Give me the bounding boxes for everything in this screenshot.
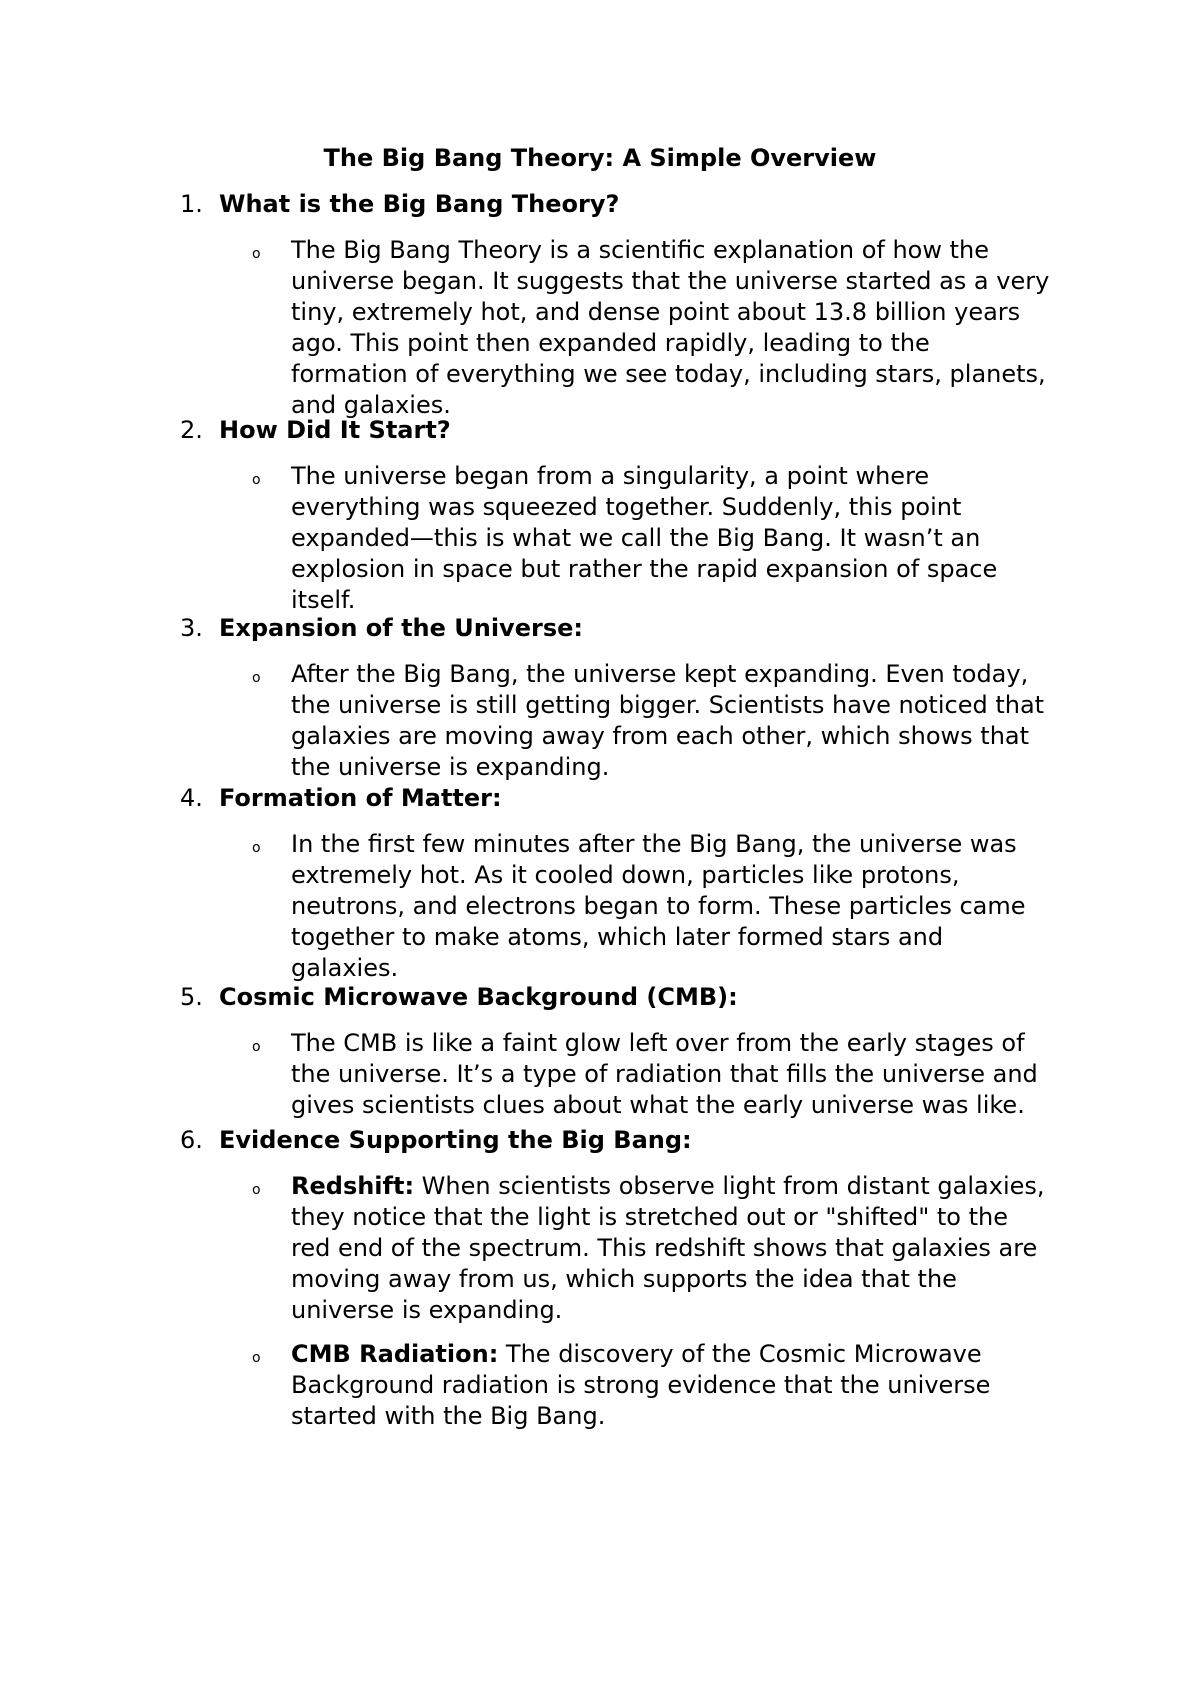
text-line: The universe began from a singularity, a point where — [291, 462, 930, 490]
bullet-marker-icon: o — [252, 246, 261, 262]
bullet-lead-term: Redshift: — [291, 1172, 415, 1200]
bullet-text — [291, 1028, 1081, 1121]
section-heading-text: Evidence Supporting the Big Bang: — [219, 1126, 692, 1154]
text-line — [291, 1339, 1081, 1370]
section-heading — [0, 613, 1200, 644]
section-number: 6. — [180, 1126, 203, 1154]
bullet-marker-icon: o — [252, 1182, 261, 1198]
section-number: 3. — [180, 614, 203, 642]
bullet-item — [0, 461, 1200, 616]
document-title: The Big Bang Theory: A Simple Overview — [323, 144, 877, 172]
section — [0, 1125, 1200, 1432]
section — [0, 613, 1200, 783]
text-line: neutrons, and electrons began to form. These particles came — [291, 892, 1026, 920]
text-line: ago. This point then expanded rapidly, leading to the — [291, 329, 930, 357]
text-line: together to make atoms, which later formed stars and — [291, 923, 944, 951]
bullet-text — [291, 1171, 1081, 1326]
text-line: After the Big Bang, the universe kept expanding. Even today, — [291, 660, 1029, 688]
text-line: moving away from us, which supports the idea that the — [291, 1265, 957, 1293]
bullet-text — [291, 1339, 1081, 1432]
section — [0, 415, 1200, 616]
section-heading-text: Cosmic Microwave Background (CMB): — [219, 983, 738, 1011]
bullet-item — [0, 1028, 1200, 1121]
bullet-text — [291, 659, 1081, 783]
text-line — [291, 1171, 1081, 1202]
text-line: explosion in space but rather the rapid expansion of space — [291, 555, 998, 583]
text-line: the universe. It’s a type of radiation that fills the universe and — [291, 1060, 1038, 1088]
text-line: expanded—this is what we call the Big Bang. It wasn’t an — [291, 524, 981, 552]
text-line: the universe is expanding. — [291, 753, 610, 781]
section-number: 4. — [180, 784, 203, 812]
section-heading — [0, 783, 1200, 814]
text-line: and galaxies. — [291, 391, 451, 419]
bullet-lead-term: CMB Radiation: — [291, 1340, 499, 1368]
bullet-item — [0, 235, 1200, 421]
bullet-line-text: When scientists observe light from distant galaxies, — [414, 1172, 1045, 1200]
section-heading — [0, 1125, 1200, 1156]
text-line: The Big Bang Theory is a scientific explanation of how the — [291, 236, 990, 264]
text-line: everything was squeezed together. Suddenly, this point — [291, 493, 962, 521]
text-line: tiny, extremely hot, and dense point about 13.8 billion years — [291, 298, 1021, 326]
bullet-item — [0, 1339, 1200, 1432]
bullet-item — [0, 829, 1200, 984]
section-heading-text: What is the Big Bang Theory? — [219, 190, 620, 218]
section — [0, 189, 1200, 421]
text-line: red end of the spectrum. This redshift shows that galaxies are — [291, 1234, 1038, 1262]
text-line: started with the Big Bang. — [291, 1402, 606, 1430]
bullet-text — [291, 461, 1081, 616]
text-line: the universe is still getting bigger. Scientists have noticed that — [291, 691, 1045, 719]
bullet-text — [291, 829, 1081, 984]
section-number: 1. — [180, 190, 203, 218]
bullet-line-text: The discovery of the Cosmic Microwave — [498, 1340, 982, 1368]
section-heading — [0, 189, 1200, 220]
section-heading-text: Formation of Matter: — [219, 784, 502, 812]
section-heading — [0, 415, 1200, 446]
text-line: galaxies. — [291, 954, 399, 982]
section — [0, 783, 1200, 984]
section-number: 5. — [180, 983, 203, 1011]
text-line: formation of everything we see today, including stars, planets, — [291, 360, 1046, 388]
bullet-text — [291, 235, 1081, 421]
text-line: extremely hot. As it cooled down, particles like protons, — [291, 861, 960, 889]
text-line: they notice that the light is stretched out or "shifted" to the — [291, 1203, 1008, 1231]
bullet-item — [0, 1171, 1200, 1326]
section — [0, 982, 1200, 1121]
bullet-item — [0, 659, 1200, 783]
bullet-marker-icon: o — [252, 670, 261, 686]
section-heading-text: Expansion of the Universe: — [219, 614, 583, 642]
text-line: The CMB is like a faint glow left over from the early stages of — [291, 1029, 1025, 1057]
text-line: galaxies are moving away from each other, which shows that — [291, 722, 1030, 750]
section-heading-text: How Did It Start? — [219, 416, 451, 444]
bullet-marker-icon: o — [252, 840, 261, 856]
text-line: gives scientists clues about what the early universe was like. — [291, 1091, 1025, 1119]
section-number: 2. — [180, 416, 203, 444]
bullet-marker-icon: o — [252, 1039, 261, 1055]
text-line: Background radiation is strong evidence that the universe — [291, 1371, 991, 1399]
text-line: universe is expanding. — [291, 1296, 563, 1324]
bullet-marker-icon: o — [252, 1350, 261, 1366]
section-heading — [0, 982, 1200, 1013]
text-line: In the first few minutes after the Big Bang, the universe was — [291, 830, 1017, 858]
text-line: universe began. It suggests that the universe started as a very — [291, 267, 1050, 295]
text-line: itself. — [291, 586, 356, 614]
bullet-marker-icon: o — [252, 472, 261, 488]
